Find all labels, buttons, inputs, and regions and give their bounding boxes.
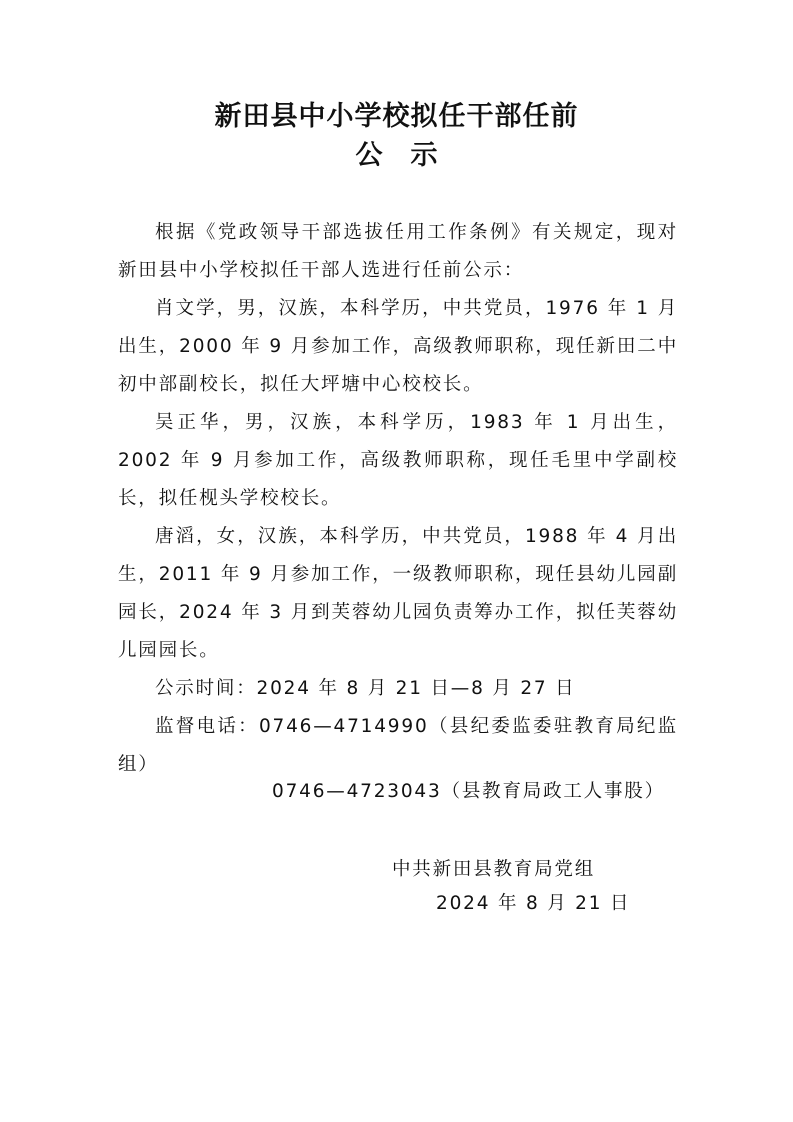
- signature-organization: 中共新田县教育局党组: [392, 859, 596, 880]
- document-title: 新田县中小学校拟任干部任前: [214, 101, 579, 132]
- document-title-subtitle: 公示: [355, 140, 466, 171]
- document-body: [118, 214, 678, 784]
- paragraph-candidate-wu: 吴正华，男，汉族，本科学历，1983 年 1 月出生，2002 年 9 月参加工作，高级教师职称，现任毛里中学副校长，拟任枧头学校校长。: [118, 412, 678, 509]
- paragraph-intro: 根据《党政领导干部选拔任用工作条例》有关规定，现对新田县中小学校拟任干部人选进行任前公示：: [118, 222, 678, 281]
- paragraph-candidate-tang: 唐滔，女，汉族，本科学历，中共党员，1988 年 4 月出生，2011 年 9 月参加工作，一级教师职称，现任县幼儿园副园长，2024 年 3 月到芙蓉幼儿园负责筹办工作，拟任芙蓉幼儿园园长。: [118, 526, 678, 661]
- supervision-phone-secondary: 0746—4723043（县教育局政工人事股）: [272, 781, 665, 802]
- paragraph-candidate-xiao: 肖文学，男，汉族，本科学历，中共党员，1976 年 1 月出生，2000 年 9 月参加工作，高级教师职称，现任新田二中初中部副校长，拟任大坪塘中心校校长。: [118, 298, 678, 395]
- paragraph-supervision-phone: 监督电话：0746—4714990（县纪委监委驻教育局纪监组）: [118, 716, 678, 775]
- paragraph-publicity-period: 公示时间：2024 年 8 月 21 日—8 月 27 日: [155, 678, 576, 699]
- signature-date: 2024 年 8 月 21 日: [436, 893, 631, 914]
